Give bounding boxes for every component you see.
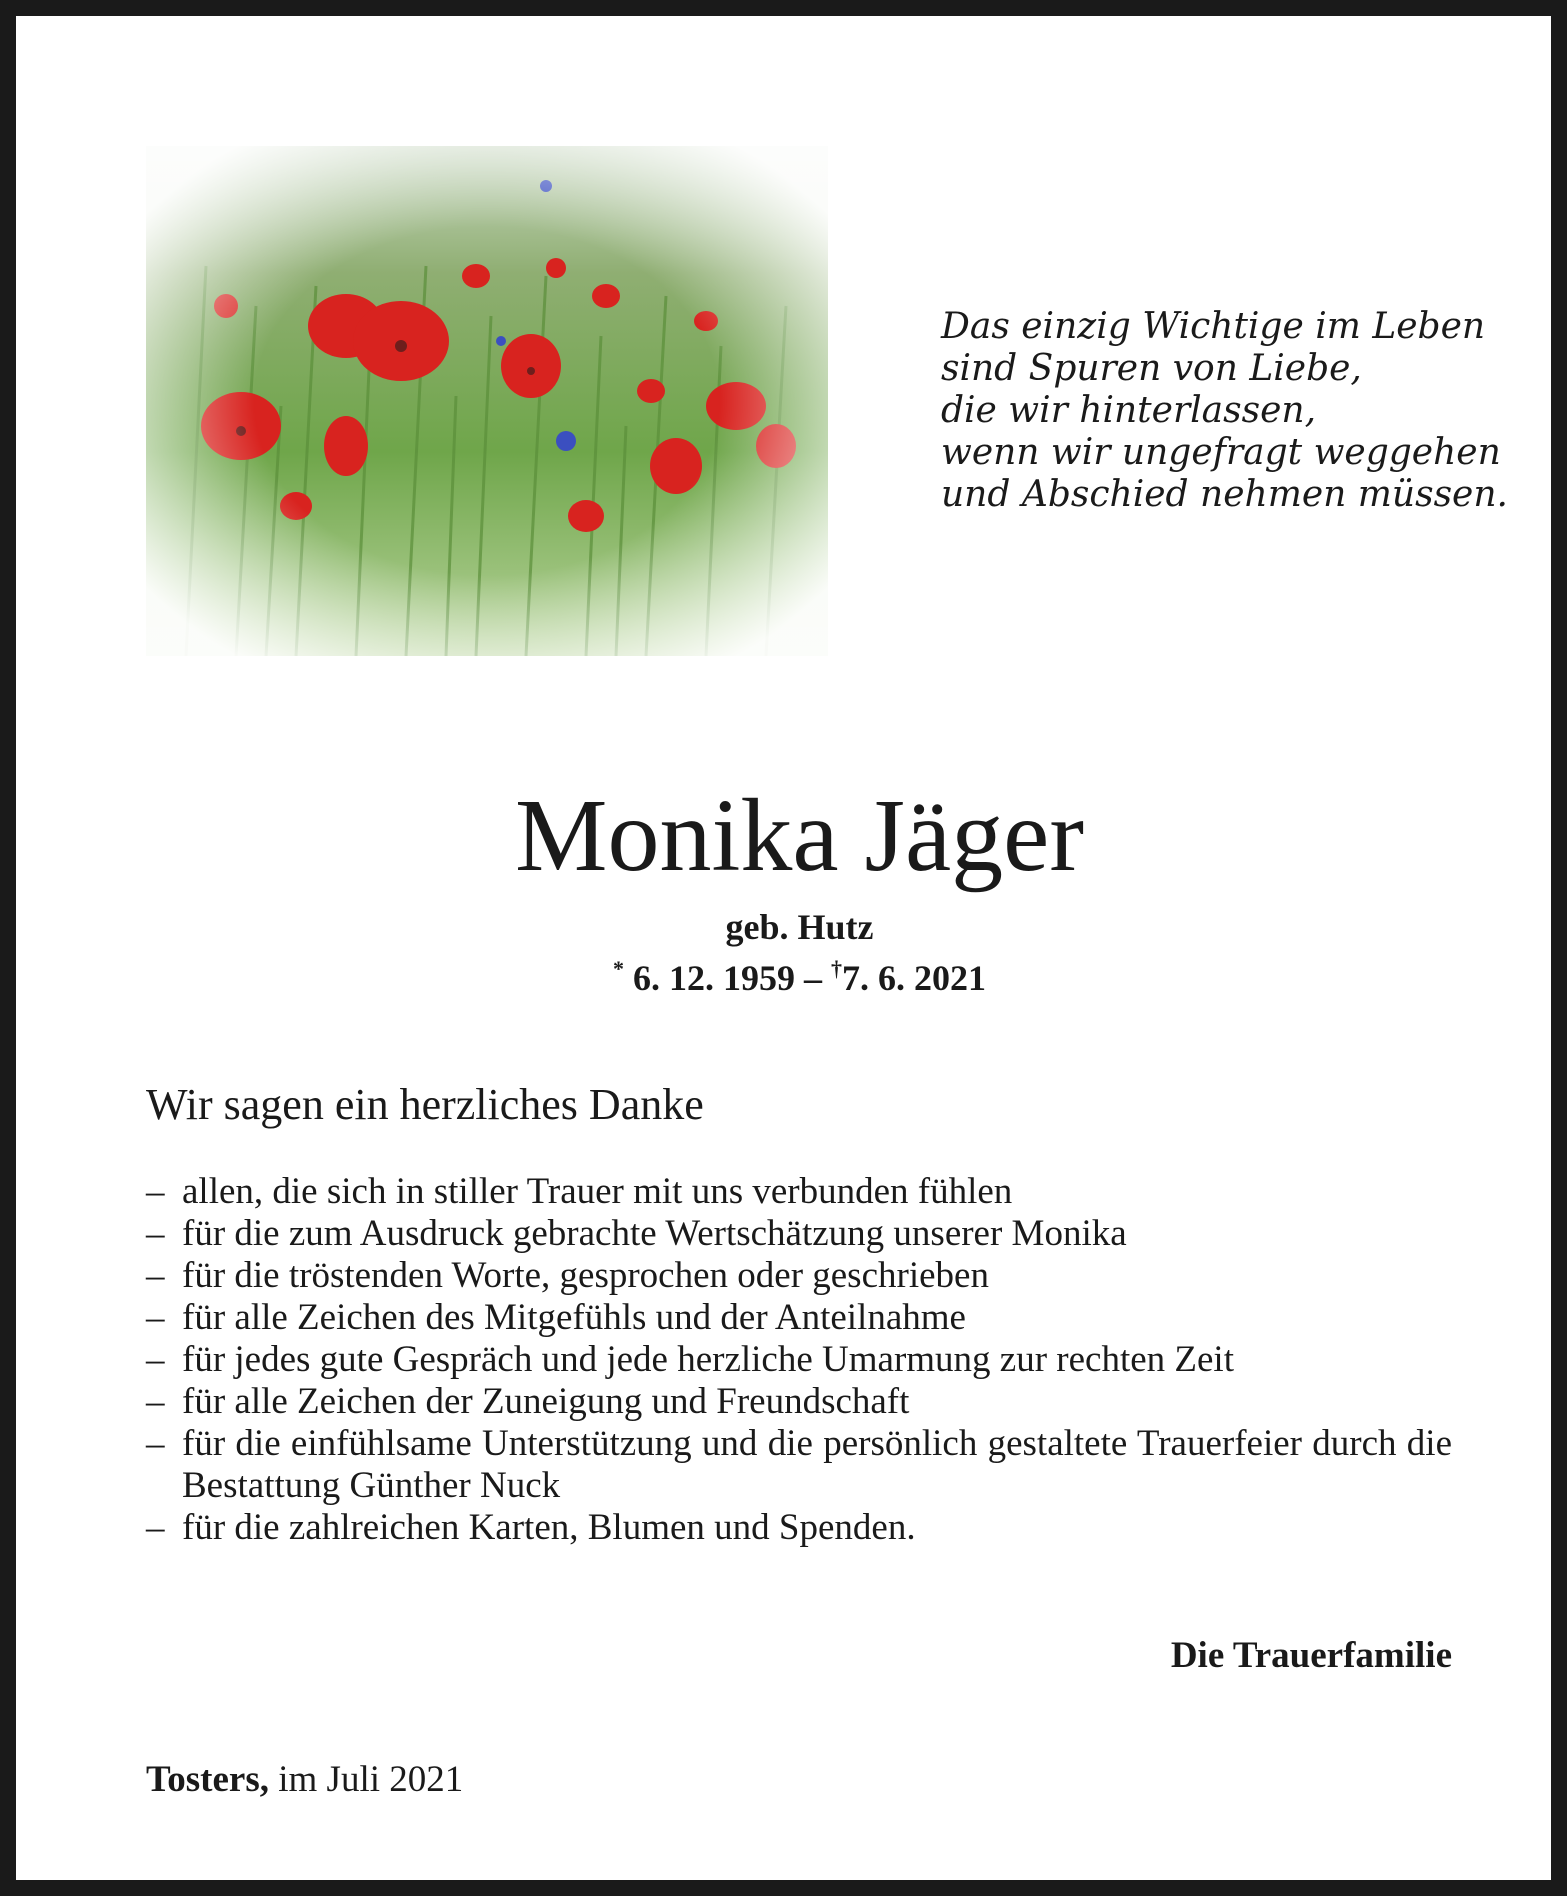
date-separator: – xyxy=(804,958,822,998)
list-item xyxy=(146,1297,1452,1339)
poppy-meadow-image xyxy=(146,146,828,656)
maiden-name: geb. Hutz xyxy=(725,907,874,947)
life-dates xyxy=(16,947,1567,1000)
list-item xyxy=(146,1171,1452,1213)
list-item xyxy=(146,1507,1452,1549)
list-item-text: für die zahlreichen Karten, Blumen und Spenden. xyxy=(182,1507,916,1548)
list-item-text: allen, die sich in stiller Trauer mit uns verbunden fühlen xyxy=(182,1171,1013,1212)
place-date xyxy=(146,1758,463,1802)
list-item-text: für alle Zeichen des Mitgefühls und der Anteilnahme xyxy=(182,1297,966,1338)
list-item xyxy=(146,1213,1452,1255)
poem-line: die wir hinterlassen, xyxy=(941,390,1317,431)
list-item xyxy=(146,1339,1452,1381)
list-item xyxy=(146,1255,1452,1297)
list-item-text: für die zum Ausdruck gebrachte Wertschätzung unserer Monika xyxy=(182,1213,1127,1254)
place-month: im Juli 2021 xyxy=(278,1759,464,1800)
deceased-name: Monika Jäger xyxy=(515,778,1084,893)
list-item-text: für die einfühlsame Unterstützung und die persönlich gestaltete Trauerfeier durch die Bestattung Günther Nuck xyxy=(182,1423,1452,1506)
list-item-text: für die tröstenden Worte, gesprochen oder geschrieben xyxy=(182,1255,989,1296)
dash-bullet: – xyxy=(146,1171,165,1212)
dash-bullet: – xyxy=(146,1381,165,1422)
death-symbol: † xyxy=(831,956,842,981)
dash-bullet: – xyxy=(146,1339,165,1380)
dash-bullet: – xyxy=(146,1423,165,1464)
signature: Die Trauerfamilie xyxy=(1170,1635,1452,1676)
death-date: 7. 6. 2021 xyxy=(842,958,986,998)
thanks-list xyxy=(146,1171,1452,1549)
list-item xyxy=(146,1423,1452,1507)
poem-line: Das einzig Wichtige im Leben xyxy=(941,306,1486,347)
dash-bullet: – xyxy=(146,1507,165,1548)
dash-bullet: – xyxy=(146,1297,165,1338)
poem-line: wenn wir ungefragt weggehen xyxy=(941,432,1501,473)
dash-bullet: – xyxy=(146,1213,165,1254)
poppy-meadow-photo xyxy=(146,146,828,656)
list-item-text: für jedes gute Gespräch und jede herzliche Umarmung zur rechten Zeit xyxy=(182,1339,1234,1380)
thanks-heading: Wir sagen ein herzliches Danke xyxy=(146,1080,704,1129)
poem-line: sind Spuren von Liebe, xyxy=(941,348,1362,389)
list-item xyxy=(146,1381,1452,1423)
poem-line: und Abschied nehmen müssen. xyxy=(941,474,1508,515)
dash-bullet: – xyxy=(146,1255,165,1296)
birth-date: 6. 12. 1959 xyxy=(633,958,795,998)
birth-symbol: * xyxy=(613,956,624,981)
place-town: Tosters, xyxy=(146,1759,269,1800)
poem xyxy=(941,306,1508,516)
list-item-text: für alle Zeichen der Zuneigung und Freundschaft xyxy=(182,1381,910,1422)
